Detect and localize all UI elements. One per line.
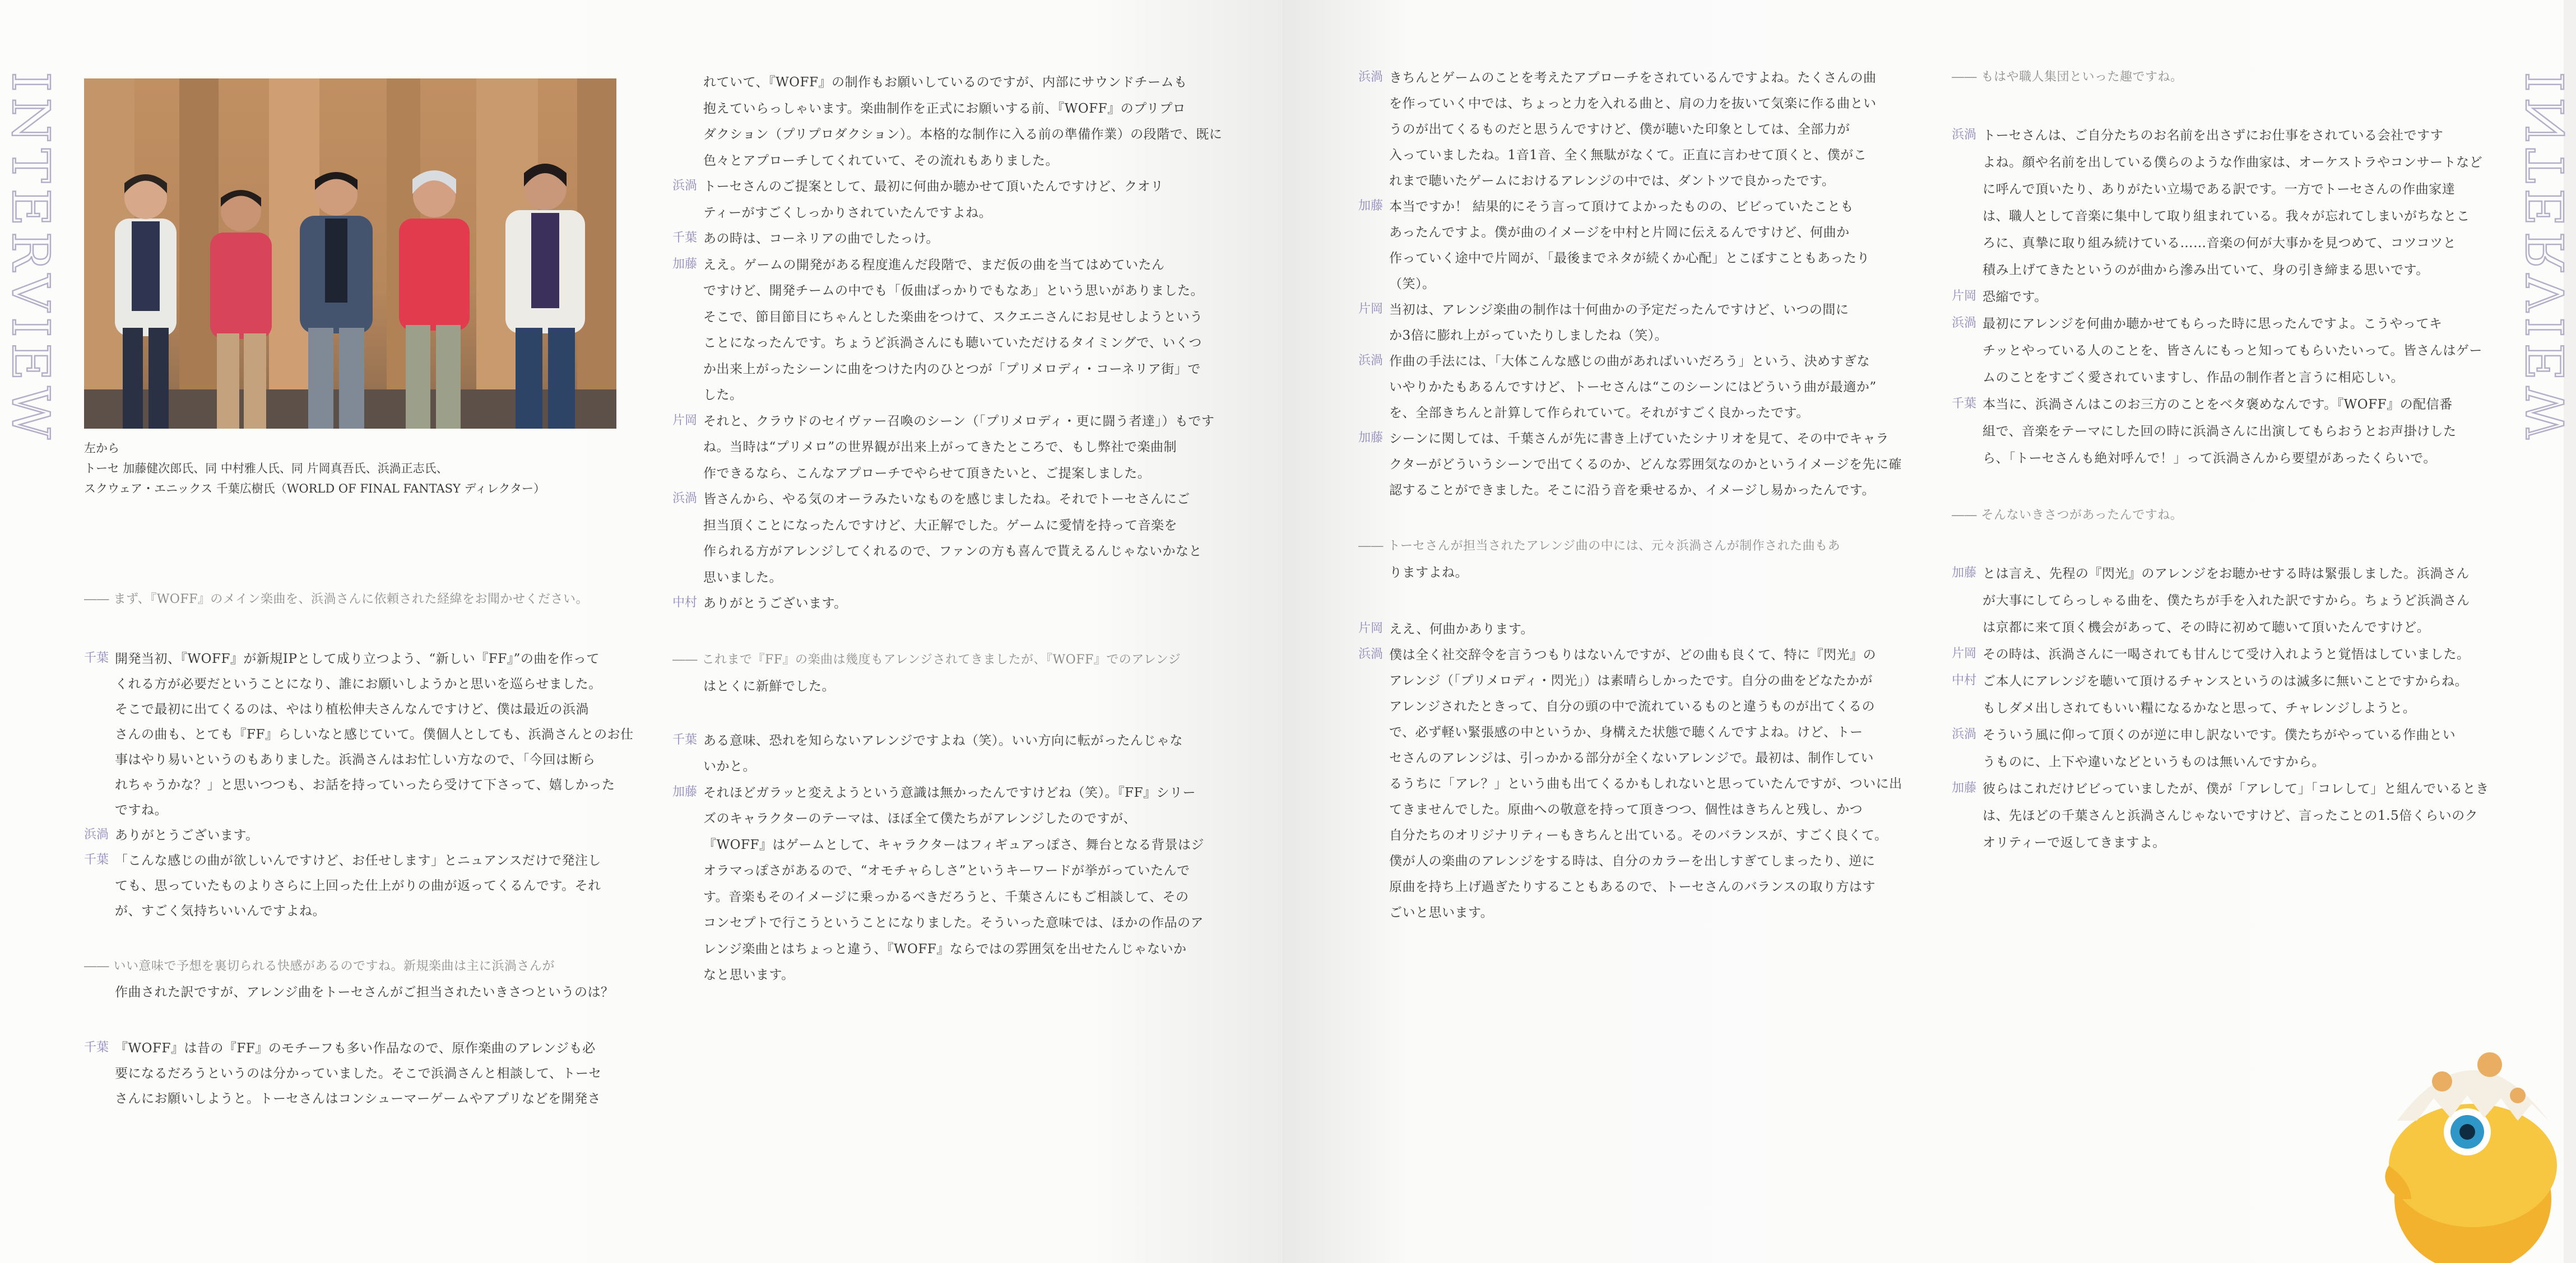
photo-caption xyxy=(84,438,616,499)
speaker-name: 加藤 xyxy=(1358,431,1384,445)
dialogue-text: ―― いい意味で予想を裏切られる快感があるのですね。新規楽曲は主に浜渦さんが xyxy=(84,959,555,973)
dialogue-text: ご本人にアレンジを聴いて頂けるチャンスというのは滅多に無いことですからね。 xyxy=(1983,674,2468,689)
dialogue-text: 作っていく途中で片岡が、「最後までネタが続くか心配」とこぼすこともあったり xyxy=(1389,251,1870,266)
dialogue-text: ええ。ゲームの開発がある程度進んだ段階で、まだ仮の曲を当てはめていたん xyxy=(703,257,1165,272)
dialogue-text: 恐縮です。 xyxy=(1983,290,2048,304)
dialogue-text: クターがどういうシーンで出てくるのか、どんな雰囲気なのかというイメージを先に確 xyxy=(1389,457,1902,472)
person-3 xyxy=(286,143,387,429)
speaker-name: 加藤 xyxy=(672,257,698,271)
dialogue-text: ろに、真摯に取り組み続けている……音楽の何が大事かを見つめて、コツコツと xyxy=(1983,236,2457,250)
dialogue-text: す。音楽もそのイメージに乗っかるべきだろうと、千葉さんにもご相談して、その xyxy=(703,889,1189,904)
dialogue-text: ありがとうございます。 xyxy=(115,828,259,843)
dialogue-text: ダクション（プリプロダクション）。本格的な制作に入る前の準備作業）の段階で、既に xyxy=(703,127,1223,142)
dialogue-text: ことになったんです。ちょうど浜渦さんにも聴いていただけるタイミングで、いくつ xyxy=(703,336,1202,350)
dialogue-text: 要になるだろうというのは分かっていました。そこで浜渦さんと相談して、トーセ xyxy=(115,1066,602,1081)
speaker-name: 中村 xyxy=(1952,674,1977,688)
person-4 xyxy=(387,146,482,429)
speaker-name: 浜渦 xyxy=(672,491,698,505)
dialogue-text: ですね。 xyxy=(115,803,168,818)
dialogue-text: 自分たちのオリジナリティーもきちんと出ている。そのバランスが、すごく良くて。 xyxy=(1389,828,1888,843)
speaker-name: 千葉 xyxy=(84,651,109,665)
caption-line: スクウェア・エニックス 千葉広樹氏（WORLD OF FINAL FANTASY ディレクター） xyxy=(84,482,546,495)
dialogue-text: それほどガラッと変えようという意識は無かったんですけどね（笑）。『FF』シリー xyxy=(703,785,1196,800)
dialogue-text: ごいと思います。 xyxy=(1389,906,1494,920)
speaker-name: 加藤 xyxy=(1952,781,1977,795)
dialogue-text: ―― そんないきさつがあったんですね。 xyxy=(1952,508,2183,522)
dialogue-text: そこで、節目節目にちゃんとした楽曲をつけて、スクエニさんにお見せしようという xyxy=(703,309,1203,324)
dialogue-text: 原曲を持ち上げ過ぎたりすることもあるので、トーセさんのバランスの取り方はす xyxy=(1389,880,1876,894)
dialogue-text: 『WOFF』はゲームとして、キャラクターはフィギュアっぽさ、舞台となる背景はジ xyxy=(703,837,1204,852)
dialogue-text: はとくに新鮮でした。 xyxy=(703,679,835,694)
dialogue-text: 本当ですか！ 結果的にそう言って頂けてよかったものの、ビビっていたことも xyxy=(1389,199,1854,214)
dialogue-text: ええ、何曲かあります。 xyxy=(1389,622,1534,637)
dialogue-text: 作曲の手法には、「大体こんな感じの曲があればいいだろう」という、決めすぎな xyxy=(1389,354,1870,369)
dialogue-text: か出来上がったシーンに曲をつけた内のひとつが「プリメロディ・コーネリア街」で xyxy=(703,361,1201,377)
dialogue-text: を作っていく中では、ちょっと力を入れる曲と、肩の力を抜いて気楽に作る曲とい xyxy=(1389,96,1877,111)
dialogue-text: 色々とアプローチしてくれていて、その流れもありました。 xyxy=(703,153,1059,168)
speaker-name: 片岡 xyxy=(672,413,698,428)
dialogue-text: オラマっぽさがあるので、“オモチャらしさ”というキーワードが挙がっていたんで xyxy=(703,863,1190,878)
dialogue-text: 認することができました。そこに沿う音を乗せるか、イメージし易かったんです。 xyxy=(1389,483,1875,498)
dialogue-text: りますよね。 xyxy=(1389,565,1468,580)
dialogue-text: ―― トーセさんが担当されたアレンジ曲の中には、元々浜渦さんが制作された曲もあ xyxy=(1358,539,1841,553)
dialogue-text: アレンジ（「プリメロディ・閃光」）は素晴らしかったです。自分の曲をどなたかが xyxy=(1389,674,1873,688)
dialogue-text: 作られる方がアレンジしてくれるので、ファンの方も喜んで貰えるんじゃないかなと xyxy=(703,544,1203,559)
dialogue-text: アレンジされたときって、自分の頭の中で流れているものと違うものが出てくるの xyxy=(1389,699,1875,714)
dialogue-text: なと思います。 xyxy=(703,968,795,982)
speaker-name: 片岡 xyxy=(1952,647,1977,661)
dialogue-text: 積み上げてきたというのが曲から滲み出ていて、身の引き締まる思いです。 xyxy=(1983,263,2429,277)
person-2 xyxy=(199,160,283,429)
speaker-name: 浜渦 xyxy=(672,179,698,193)
chocobo-chick-illustration xyxy=(1985,997,2557,1261)
dialogue-text: ら、「トーセさんも絶対呼んで！」って浜渦さんから要望があったくらいで。 xyxy=(1983,451,2436,466)
dialogue-text: シーンに関しては、千葉さんが先に書き上げていたシナリオを見て、その中でキャラ xyxy=(1389,431,1889,446)
speaker-name: 千葉 xyxy=(1952,397,1977,411)
dialogue-text: が、すごく気持ちいいんですよね。 xyxy=(115,904,326,918)
dialogue-text: ムのことをすごく愛されていますし、作品の制作者と言うに相応しい。 xyxy=(1983,370,2404,385)
dialogue-text: さんにお願いしようと。トーセさんはコンシューマーゲームやアプリなどを開発さ xyxy=(115,1092,601,1106)
left-page xyxy=(0,0,1282,1263)
speaker-name: 片岡 xyxy=(1358,621,1384,635)
dialogue-text: に呼んで頂いたり、ありがたい立場である訳です。一方でトーセさんの作曲家達 xyxy=(1983,182,2456,197)
dialogue-text: 本当に、浜渦さんはこのお三方のことをベタ褒めなんです。『WOFF』の配信番 xyxy=(1983,397,2453,412)
dialogue-text: 作できるなら、こんなアプローチでやらせて頂きたいと、ご提案しました。 xyxy=(703,466,1151,481)
dialogue-text: 組で、音楽をテーマにした回の時に浜渦さんに出演してもらおうとお声掛けした xyxy=(1983,424,2457,439)
dialogue-text: ―― まず、『WOFF』のメイン楽曲を、浜渦さんに依頼された経緯をお聞かせください。 xyxy=(84,592,588,606)
dialogue-text: 思いました。 xyxy=(703,570,782,585)
speaker-name: 浜渦 xyxy=(1952,727,1977,741)
dialogue-text: 皆さんから、やる気のオーラみたいなものを感じましたね。それでトーセさんにご xyxy=(703,492,1190,507)
dialogue-text: あったんですよ。僕が曲のイメージを中村と片岡に伝えるんですけど、何曲か xyxy=(1389,225,1850,240)
dialogue-text: きちんとゲームのことを考えたアプローチをされているんですよね。たくさんの曲 xyxy=(1389,71,1877,85)
speaker-name: 千葉 xyxy=(672,732,698,747)
dialogue-text: うものに、上下や違いなどというものは無いんですから。 xyxy=(1983,755,2325,769)
dialogue-text: いやりかたもあるんですけど、トーセさんは“このシーンにはどういう曲が最適か” xyxy=(1389,380,1877,394)
dialogue-text: 担当頂くことになったんですけど、大正解でした。ゲームに愛情を持って音楽を xyxy=(703,518,1177,533)
dialogue-text: で、必ず軽い緊張感の中というか、身構えた状態で聴くんですよね。けど、トー xyxy=(1389,725,1863,740)
speaker-name: 加藤 xyxy=(1952,566,1977,580)
dialogue-text: るうちに「アレ？」という曲も出てくるかもしれないと思っていたんですが、ついに出 xyxy=(1389,777,1902,791)
dialogue-text: そういう風に仰って頂くのが逆に申し訳ないです。僕たちがやっている作曲とい xyxy=(1983,728,2456,742)
caption-line: 左から xyxy=(84,442,119,455)
dialogue-text: ありがとうございます。 xyxy=(703,596,847,611)
dialogue-text: ―― もはや職人集団といった趣ですね。 xyxy=(1952,70,2183,84)
dialogue-text: あの時は、コーネリアの曲でしたっけ。 xyxy=(703,231,939,246)
dialogue-text: よね。顔や名前を出している僕らのような作曲家は、オーケストラやコンサートなど xyxy=(1983,155,2483,170)
dialogue-text: もしダメ出しされてもいい糧になるかなと思って、チャレンジしようと。 xyxy=(1983,701,2416,716)
dialogue-text: そこで最初に出てくるのは、やはり植松伸夫さんなんですけど、僕は最近の浜渦 xyxy=(115,702,589,717)
dialogue-text: れちゃうかな？」と思いつつも、お話を持っていったら受けて下さって、嬉しかった xyxy=(115,778,615,792)
dialogue-text: は、職人として音楽に集中して取り組まれている。我々が忘れてしまいがちなとこ xyxy=(1983,209,2470,224)
speaker-name: 中村 xyxy=(672,596,698,610)
dialogue-text: 入っていましたね。1音1音、全く無駄がなくて。正直に言わせて頂くと、僕がこ xyxy=(1389,148,1867,162)
vertical-title-right: INTERVIEW xyxy=(2516,72,2576,445)
dialogue-text: コンセプトで行こうということになりました。そういった意味では、ほかの作品のア xyxy=(703,916,1204,930)
person-1 xyxy=(98,148,193,429)
dialogue-text: は、先ほどの千葉さんと浜渦さんじゃないですけど、言ったことの1.5倍くらいのク xyxy=(1983,809,2478,823)
dialogue-text: ―― これまで『FF』の楽曲は幾度もアレンジされてきましたが、『WOFF』でのアレンジ xyxy=(672,652,1181,667)
caption-line: トーセ 加藤健次郎氏、同 中村雅人氏、同 片岡真吾氏、浜渦正志氏、 xyxy=(84,462,448,475)
dialogue-text: れまで聴いたゲームにおけるアレンジの中では、ダントツで良かったです。 xyxy=(1389,174,1835,188)
dialogue-text: いかと。 xyxy=(703,759,756,774)
dialogue-text: 『WOFF』は昔の『FF』のモチーフも多い作品なので、原作楽曲のアレンジも必 xyxy=(115,1041,596,1056)
interview-photo xyxy=(84,78,616,429)
dialogue-text: が大事にしてらっしゃる曲を、僕たちが手を入れた訳ですから。ちょうど浜渦さん xyxy=(1983,593,2470,608)
speaker-name: 片岡 xyxy=(1952,289,1977,303)
dialogue-text: 僕が人の楽曲のアレンジをする時は、自分のカラーを出しすぎてしまったり、逆に xyxy=(1389,854,1876,869)
dialogue-text: ても、思っていたものよりさらに上回った仕上がりの曲が返ってくるんです。それ xyxy=(115,879,601,893)
speaker-name: 浜渦 xyxy=(1358,70,1384,84)
dialogue-text: セさんのアレンジは、引っかかる部分が全くないアレンジで。最初は、制作してい xyxy=(1389,751,1874,765)
speaker-name: 千葉 xyxy=(672,231,698,245)
dialogue-text: れていて、『WOFF』の制作もお願いしているのですが、内部にサウンドチームも xyxy=(703,75,1187,90)
dialogue-text: トーセさんは、ご自分たちのお名前を出さずにお仕事をされている会社ですす xyxy=(1983,128,2444,143)
dialogue-text: その時は、浜渦さんに一喝されても甘んじて受け入れようと覚悟はしていました。 xyxy=(1983,647,2470,662)
speaker-name: 浜渦 xyxy=(1952,128,1977,142)
vertical-title-left: INTERVIEW xyxy=(1,72,61,445)
dialogue-text: した。 xyxy=(703,388,743,402)
dialogue-text: ティーがすごくしっかりされていたんですよね。 xyxy=(703,205,992,220)
dialogue-text: を、全部きちんと計算して作られていて。それがすごく良かったです。 xyxy=(1389,406,1809,420)
speaker-name: 千葉 xyxy=(84,853,109,867)
dialogue-text: チッとやっている人のことを、皆さんにもっと知ってもらいたいって。皆さんはゲー xyxy=(1983,343,2482,358)
dialogue-text: ズのキャラクターのテーマは、ほぼ全て僕たちがアレンジしたのですが、 xyxy=(703,811,1136,826)
dialogue-text: くれる方が必要だということになり、誰にお願いしようかと思いを巡らせました。 xyxy=(115,677,602,691)
dialogue-text: 当初は、アレンジ楽曲の制作は十何曲かの予定だったんですけど、いつの間に xyxy=(1389,303,1849,317)
dialogue-text: 作曲された訳ですが、アレンジ曲をトーセさんがご担当されたいきさつというのは？ xyxy=(115,985,614,1000)
dialogue-text: レンジ楽曲とはちょっと違う、『WOFF』ならではの雰囲気を出せたんじゃないか xyxy=(703,941,1187,956)
dialogue-text: それと、クラウドのセイヴァー召喚のシーン（「プリメロディ・更に闘う者達」）もです xyxy=(703,414,1215,429)
dialogue-text: か3倍に膨れ上がっていたりしましたね（笑）。 xyxy=(1389,328,1668,343)
dialogue-text: トーセさんのご提案として、最初に何曲か聴かせて頂いたんですけど、クオリ xyxy=(703,179,1164,194)
dialogue-text: は京都に来て頂く機会があって、その時に初めて聴いて頂いたんですけど。 xyxy=(1983,620,2430,635)
dialogue-text: 事はやり易いというのもありました。浜渦さんはお忙しい方なので、「今回は断ら xyxy=(115,753,596,767)
dialogue-text: うのが出てくるものだと思うんですけど、僕が聴いた印象としては、全部力が xyxy=(1389,122,1850,137)
speaker-name: 浜渦 xyxy=(1358,647,1384,661)
speaker-name: 浜渦 xyxy=(1952,316,1977,330)
dialogue-text: 彼らはこれだけビビっていましたが、僕が「アレして」「コレして」と組んでいるとき xyxy=(1983,782,2489,796)
dialogue-text: とは言え、先程の『閃光』のアレンジをお聴かせする時は緊張しました。浜渦さん xyxy=(1983,567,2470,581)
dialogue-text: 最初にアレンジを何曲か聴かせてもらった時に思ったんですよ。こうやってキ xyxy=(1983,317,2443,331)
dialogue-text: 僕は全く社交辞令を言うつもりはないんですが、どの曲も良くて、特に『閃光』の xyxy=(1389,648,1877,662)
dialogue-text: ね。当時は“プリメロ”の世界観が出来上がってきたところで、もし弊社で楽曲制 xyxy=(703,440,1177,454)
dialogue-text: ですけど、開発チームの中でも「仮曲ばっかりでもなあ」という思いがありました。 xyxy=(703,284,1204,298)
dialogue-text: 「こんな感じの曲が欲しいんですけど、お任せします」とニュアンスだけで発注し xyxy=(115,853,601,868)
dialogue-text: オリティーで返してきますよ。 xyxy=(1983,835,2166,850)
speaker-name: 片岡 xyxy=(1358,302,1384,316)
dialogue-text: さんの曲も、とても『FF』らしいなと感じていて。僕個人としても、浜渦さんとのお仕 xyxy=(115,727,634,742)
person-5 xyxy=(493,137,597,429)
speaker-name: 加藤 xyxy=(672,784,698,799)
speaker-name: 加藤 xyxy=(1358,199,1384,213)
dialogue-text: 開発当初、『WOFF』が新規IPとして成り立つよう、“新しい『FF』”の曲を作って xyxy=(115,652,600,666)
dialogue-text: 抱えていらっしゃいます。楽曲制作を正式にお願いする前、『WOFF』のプリプロ xyxy=(703,101,1186,116)
speaker-name: 浜渦 xyxy=(84,828,109,842)
dialogue-text: てきませんでした。原曲への敬意を持って頂きつつ、個性はきちんと残し、かつ xyxy=(1389,802,1863,817)
dialogue-text: （笑）。 xyxy=(1389,277,1436,291)
right-page xyxy=(1282,0,2576,1263)
dialogue-text: ある意味、恐れを知らないアレンジですよね（笑）。いい方向に転がったんじゃな xyxy=(703,733,1183,748)
speaker-name: 千葉 xyxy=(84,1041,109,1055)
speaker-name: 浜渦 xyxy=(1358,354,1384,368)
